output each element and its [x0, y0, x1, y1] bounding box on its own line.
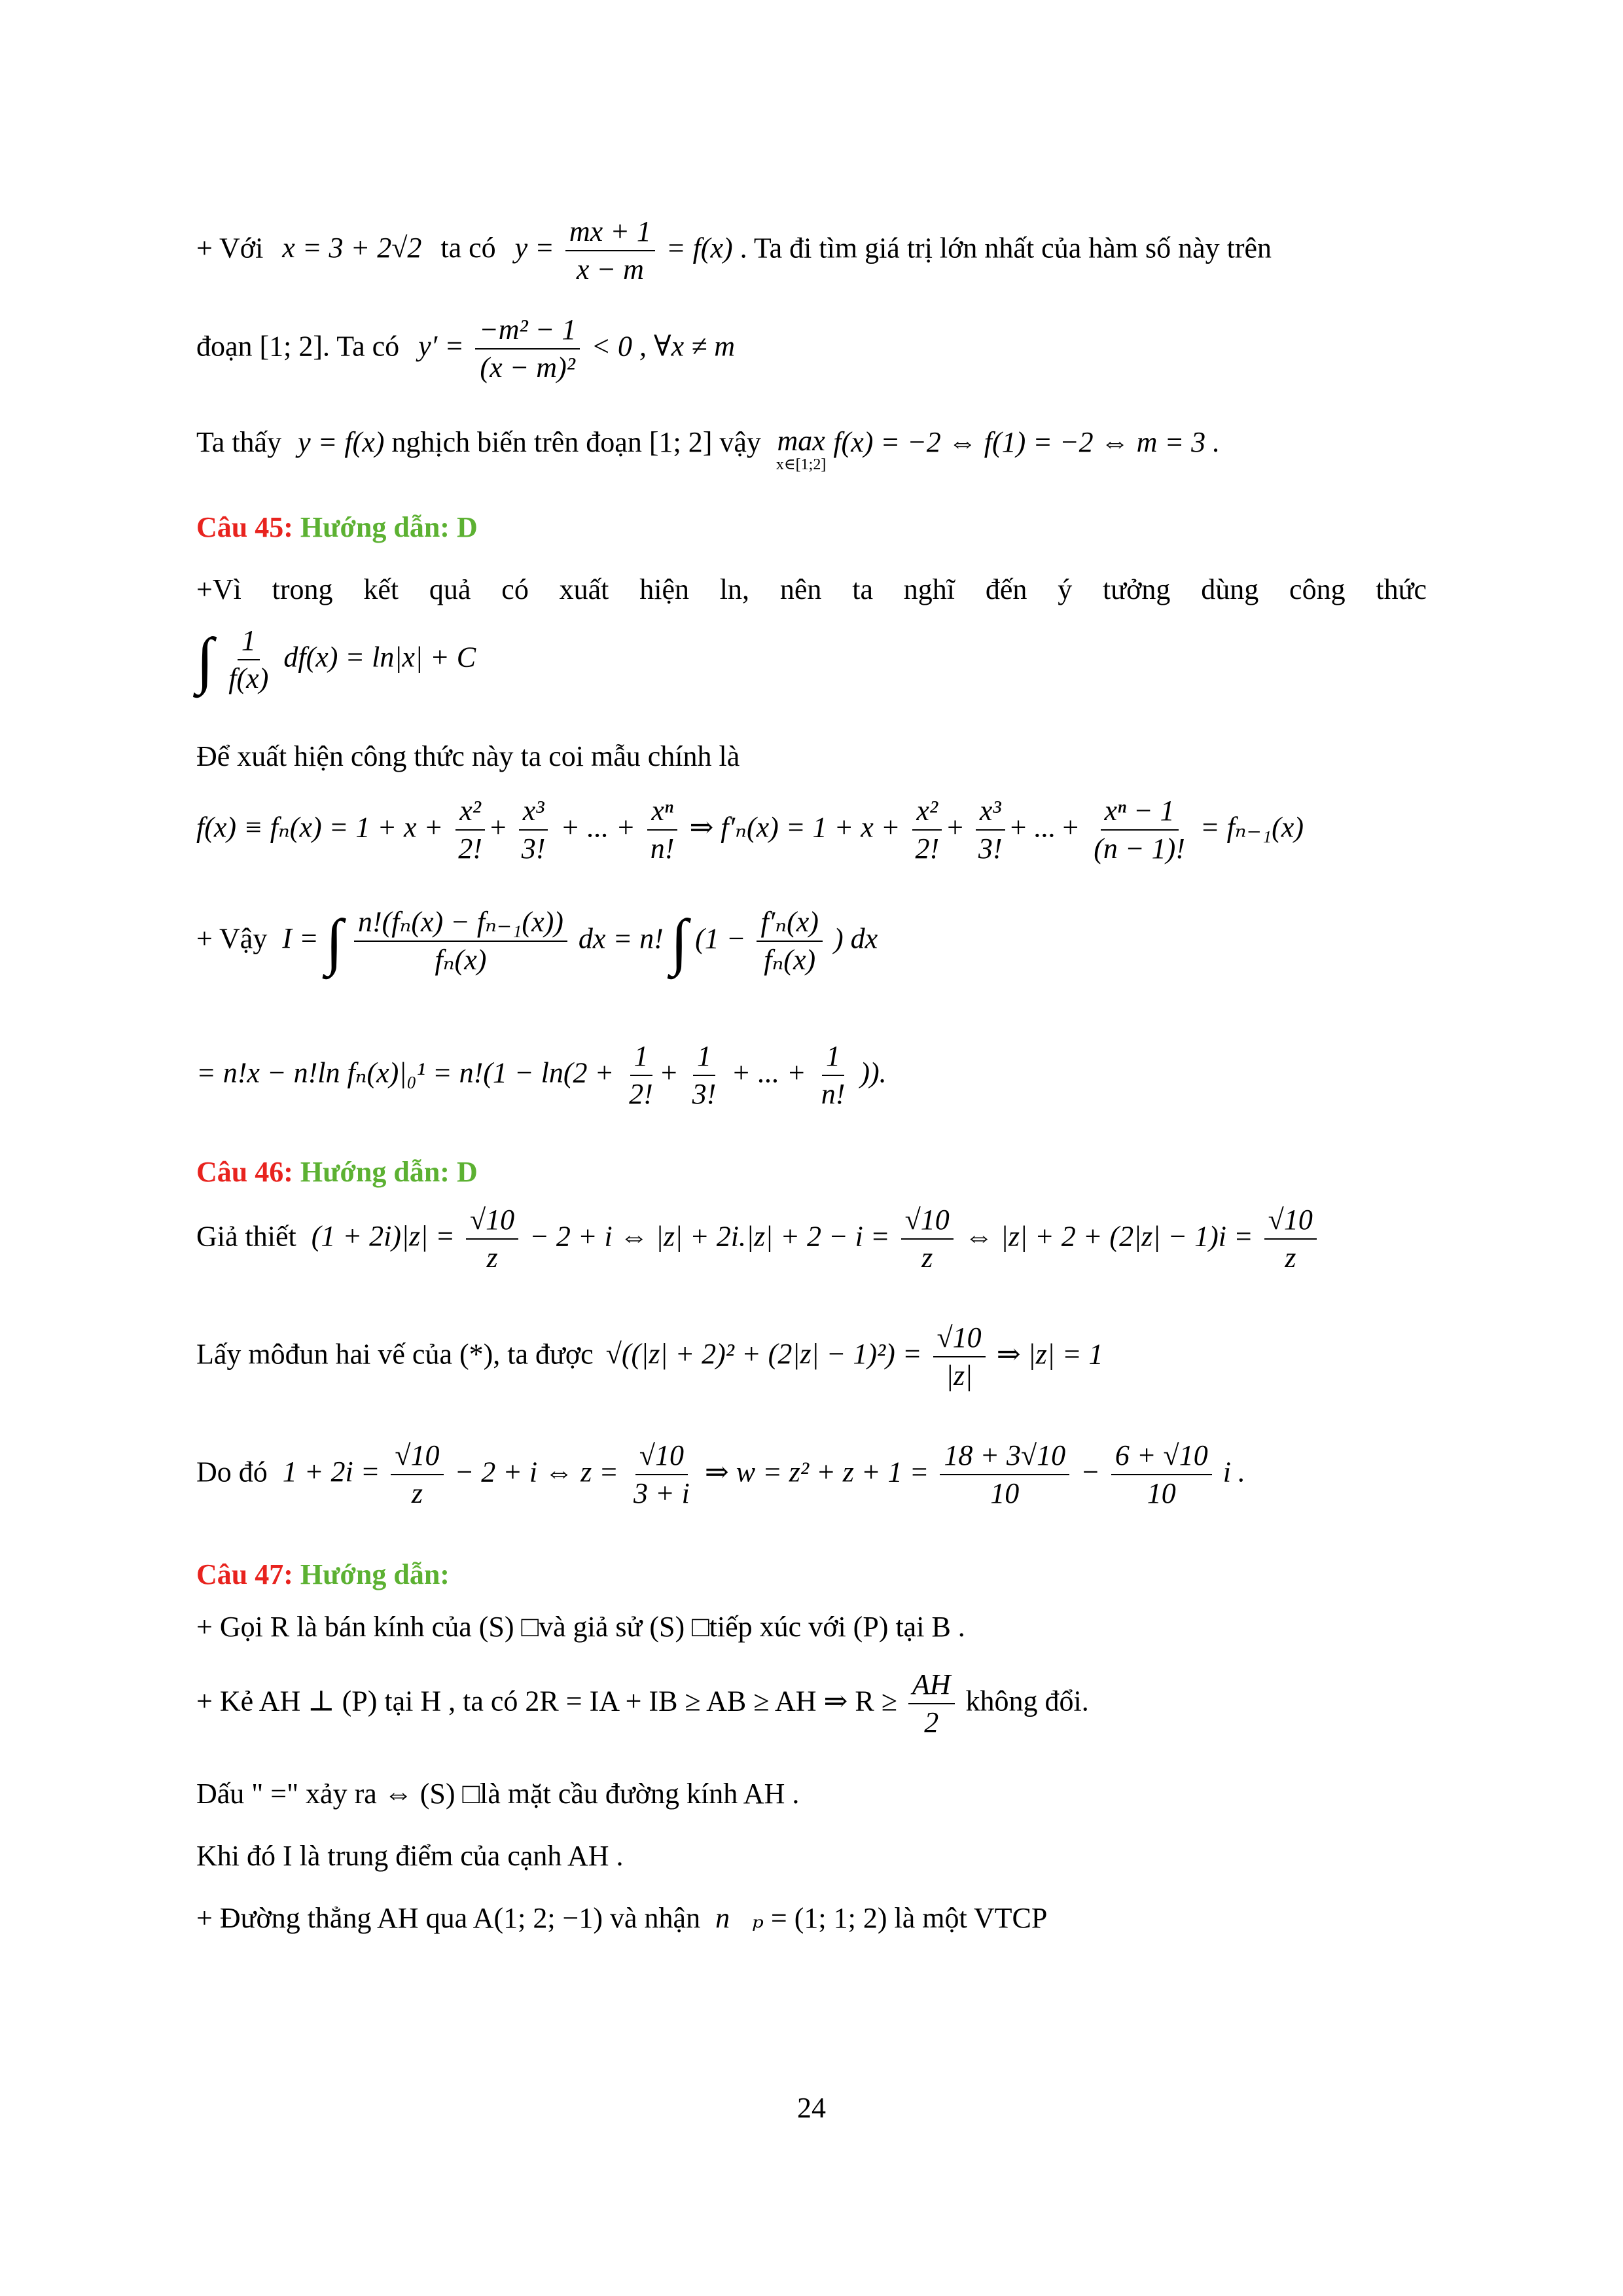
text: = (1; 1; 2) là một VTCP — [770, 1902, 1048, 1934]
fraction: $\frac{1}{2!}$ — [629, 1040, 653, 1111]
math: x = 3 + 2√2 — [282, 232, 422, 264]
question-label: Câu 47: — [196, 1558, 293, 1590]
math: √((|z| + 2)² + (2|z| − 1)²) = — [605, 1338, 922, 1371]
fraction: $\frac{√10}{3 + i}$ — [633, 1439, 690, 1510]
math: 1 + 2i = — [282, 1456, 380, 1488]
fraction: $\frac{mx + 1}{x - m}$ — [565, 216, 655, 286]
text: Dấu " =" xảy ra ⇔ (S) □là mặt cầu đường kính AH . — [196, 1778, 800, 1810]
math: df(x) = ln|x| + C — [283, 641, 476, 673]
q47-heading — [196, 1558, 450, 1592]
math: f(x) ≡ fₙ(x) = 1 + x + — [196, 811, 444, 844]
fraction: $\frac{\text{−m² − 1}}{\text{(x − m)²}}$ — [475, 314, 580, 384]
integral-sign: ∫ — [325, 906, 343, 977]
text: Do đó — [196, 1456, 268, 1488]
fraction: $\frac{\text{x²}}{2!}$ — [911, 795, 943, 865]
fraction: $\frac{18 + 3√10}{10}$ — [940, 1440, 1069, 1510]
math: I = — [282, 922, 319, 955]
fraction: $\frac{\text{f′ₙ(x)}}{\text{fₙ(x)}}$ — [757, 906, 823, 977]
guide-label: Hướng dẫn: — [300, 1558, 450, 1590]
math: dx = n! — [578, 922, 664, 955]
guide-label: Hướng dẫn: D — [300, 511, 478, 543]
text: Để xuất hiện công thức này ta coi mẫu chính là — [196, 740, 740, 772]
q45-line-2 — [196, 740, 740, 774]
math: ) dx — [833, 922, 878, 955]
question-label: Câu 46: — [196, 1156, 293, 1188]
math: y′ = — [418, 330, 464, 363]
q47-line-1 — [196, 1610, 965, 1645]
text: + Kẻ AH ⊥ (P) tại H , ta có 2R = IA + IB ≥ AB ≥ AH ⇒ R ≥ — [196, 1685, 897, 1717]
text: Ta thấy — [196, 426, 282, 458]
text: ta có — [440, 232, 496, 264]
q45-integral — [196, 906, 878, 977]
fraction: $\frac{√10}{z}$ — [901, 1204, 954, 1274]
q46-line-3 — [196, 1440, 1245, 1510]
q45-series: f(x) ≡ fₙ(x) = 1 + x + $\frac{\text{x²}}{2!}$ + $\frac{\text{x³}}{3!}$ + ... + $\frac{\text{xⁿ}}{n!}$ ⇒ f′ₙ(x) = 1 + x + $\frac{\text{x²}}{2!}$ + $\frac{\text{x³}}{3!}$ + ... + $\frac{\text{xⁿ − 1}}{(n - 1)!}$ = fₙ₋₁(x) — [196, 795, 1304, 865]
q45-formula — [196, 625, 476, 695]
intro-line-2 — [196, 314, 735, 384]
max-operator: max x∈[1;2] — [776, 425, 827, 474]
text: nghịch biến trên đoạn [1; 2] vậy — [391, 426, 761, 458]
math: (1 + 2i)|z| = — [311, 1220, 455, 1253]
fraction: $\frac{√10}{z}$ — [1264, 1204, 1317, 1274]
fraction: $\frac{6 + √10}{10}$ — [1111, 1440, 1212, 1510]
text: . Ta đi tìm giá trị lớn nhất của hàm số này trên — [740, 232, 1272, 264]
q47-line-3 — [196, 1777, 799, 1812]
q46-line-1 — [196, 1204, 1321, 1274]
text: Khi đó I là trung điểm của cạnh AH . — [196, 1840, 624, 1872]
fraction: $\frac{1}{n!}$ — [821, 1040, 846, 1111]
intro-line-3 — [196, 425, 1220, 473]
fraction: $\frac{1}{f(x)}$ — [228, 624, 269, 695]
q45-heading — [196, 511, 478, 545]
fraction: $\frac{AH}{2}$ — [908, 1669, 955, 1739]
intro-line-1 — [196, 216, 1272, 286]
math: = fₙ₋₁(x) — [1200, 811, 1304, 844]
text: không đổi. — [965, 1685, 1089, 1717]
q47-line-2 — [196, 1669, 1089, 1739]
math: ⇔ |z| + 2 + (2|z| − 1)i = — [964, 1220, 1253, 1253]
fraction: $\frac{√10}{z}$ — [466, 1204, 518, 1274]
q45-result: = n!x − n!ln fₙ(x)|₀¹ = n!(1 − ln(2 + $\frac{1}{2!}$ + $\frac{1}{3!}$ + ... + $\frac{1}{n!}$ )). — [196, 1040, 887, 1111]
math: y = — [514, 232, 554, 264]
math: = f(x) — [666, 232, 733, 264]
q47-line-5 — [196, 1901, 1047, 1936]
math: = n!x − n!ln fₙ(x)|₀¹ = n!(1 − ln(2 + — [196, 1056, 615, 1089]
math: y = f(x) — [298, 426, 385, 458]
math: + ... + — [731, 1056, 806, 1089]
fraction: $\frac{\text{n!(fₙ(x) − fₙ₋₁(x))}}{\text{fₙ(x)}}$ — [354, 906, 567, 977]
q46-heading — [196, 1155, 478, 1190]
fraction: $\frac{\text{x³}}{3!}$ — [518, 795, 550, 865]
text: + Đường thẳng AH qua A(1; 2; −1) và nhận — [196, 1902, 701, 1934]
fraction: $\frac{√10}{z}$ — [391, 1440, 443, 1510]
text: đoạn [1; 2]. Ta có — [196, 330, 400, 363]
fraction: $\frac{\text{x³}}{3!}$ — [974, 795, 1007, 865]
math: < 0 , ∀x ≠ m — [591, 330, 736, 363]
normal-vector: n⃗ₚ — [715, 1902, 764, 1934]
math: )). — [860, 1056, 887, 1089]
fraction: $\frac{1}{3!}$ — [692, 1040, 717, 1111]
fraction: $\frac{\text{x²}}{2!}$ — [454, 795, 486, 865]
math: (1 − — [695, 922, 746, 955]
math: i . — [1222, 1456, 1245, 1488]
q46-line-2 — [196, 1322, 1103, 1392]
text: + Với — [196, 232, 264, 264]
question-label: Câu 45: — [196, 511, 293, 543]
guide-label: Hướng dẫn: D — [300, 1156, 478, 1188]
fraction: $\frac{√10}{|z|}$ — [933, 1322, 986, 1392]
text: Giả thiết — [196, 1220, 296, 1253]
math: − 2 + i ⇔ z = — [454, 1456, 618, 1488]
math: − — [1080, 1456, 1100, 1488]
page-number: 24 — [797, 2092, 826, 2124]
math: ⇒ f′ₙ(x) = 1 + x + — [689, 811, 901, 844]
fraction: $\frac{\text{xⁿ − 1}}{(n - 1)!}$ — [1094, 795, 1185, 865]
math: − 2 + i ⇔ |z| + 2i.|z| + 2 − i = — [529, 1220, 890, 1253]
integral-sign: ∫ — [196, 624, 214, 695]
math: f(x) = −2 ⇔ f(1) = −2 ⇔ m = 3 . — [833, 426, 1221, 458]
fraction: $\frac{\text{xⁿ}}{n!}$ — [647, 795, 679, 865]
math: + ... + — [560, 811, 635, 844]
text: + Vậy — [196, 922, 268, 955]
integral-sign: ∫ — [670, 906, 688, 977]
text: Lấy môđun hai vế của (*), ta được — [196, 1338, 594, 1371]
math: ⇒ |z| = 1 — [996, 1338, 1103, 1371]
math: ⇒ w = z² + z + 1 = — [704, 1456, 929, 1488]
q47-line-4 — [196, 1839, 624, 1874]
text: +Vì trong kết quả có xuất hiện ln, nên ta nghĩ đến ý tưởng dùng công thức — [196, 573, 1427, 605]
text: + Gọi R là bán kính của (S) □và giả sử (S) □tiếp xúc với (P) tại B . — [196, 1611, 965, 1643]
q45-line-1 — [196, 573, 1427, 607]
